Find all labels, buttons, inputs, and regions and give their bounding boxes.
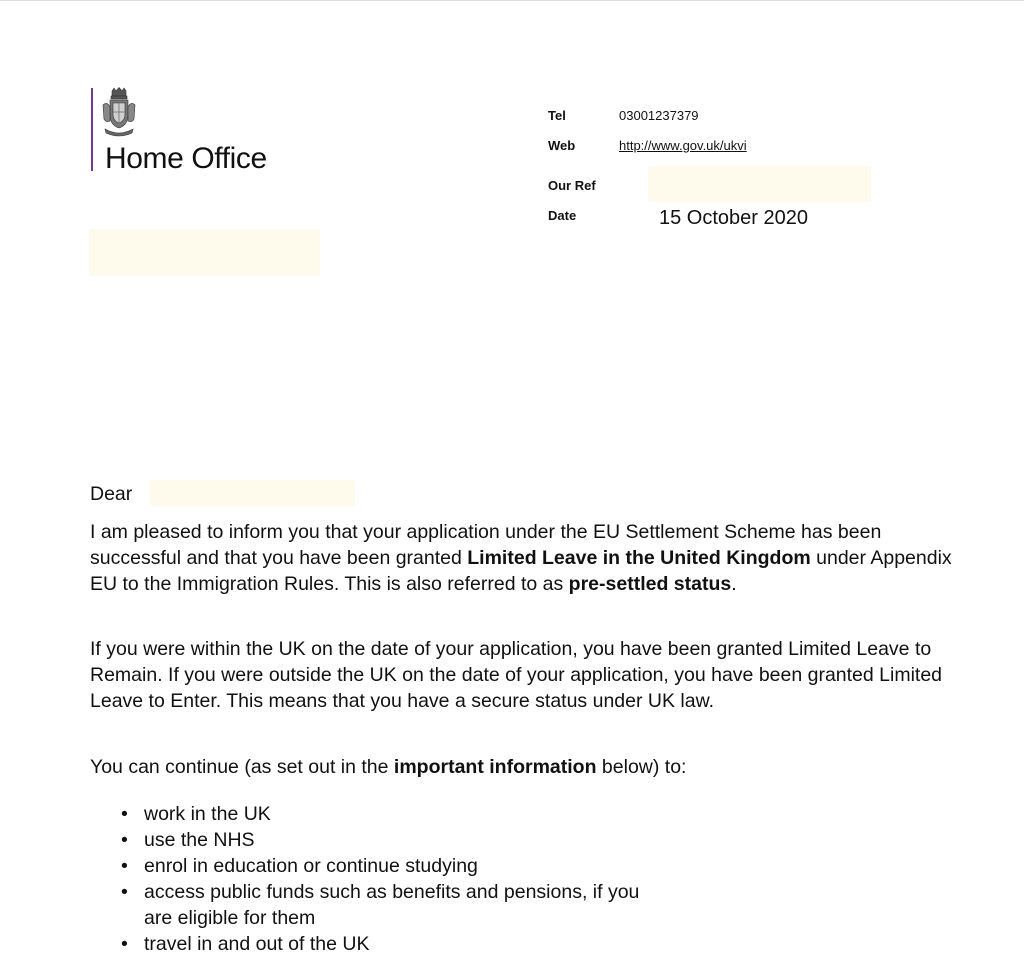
bullet-icon: • (121, 933, 128, 955)
bullet-icon: • (121, 803, 128, 825)
paragraph-grant (90, 519, 970, 597)
organisation-name: Home Office (105, 142, 267, 175)
bullet-icon: • (121, 881, 128, 903)
p3-bold-important: important information (393, 756, 597, 778)
salutation: Dear (90, 483, 133, 505)
list-item: • use the NHS (121, 829, 255, 851)
redacted-reference (648, 166, 871, 202)
p1-text-c: under Appendix EU to the Immigration Rules. This is also referred to as (90, 547, 952, 595)
bullet-icon: • (121, 829, 128, 851)
page-top-border (0, 0, 1024, 1)
p1-text-a: I am pleased to inform you that your application under the EU Settlement Scheme has been successful and that you have been granted (90, 521, 882, 569)
date-value: 15 October 2020 (659, 207, 808, 229)
list-item: • travel in and out of the UK (121, 933, 370, 955)
p1-bold-status: pre-settled status (568, 573, 732, 595)
our-ref-label: Our Ref (548, 178, 596, 193)
p1-bold-leave: Limited Leave in the United Kingdom (467, 547, 811, 569)
paragraph-continue (90, 754, 970, 780)
list-item: • work in the UK (121, 803, 271, 825)
rights-list (121, 801, 664, 957)
brand-accent-bar (91, 88, 93, 171)
paragraph-leave-type: If you were within the UK on the date of your application, you have been granted Limited Leave to Remain. If you were outside the UK on the date of your application, you have been granted Limited Leave to Enter. This means that you have a secure status under UK law. (90, 638, 943, 712)
web-link[interactable]: http://www.gov.uk/ukvi (619, 138, 747, 153)
list-item: • enrol in education or continue studying (121, 855, 478, 877)
list-item: • access public funds such as benefits and pensions, if you are eligible for them (121, 881, 640, 929)
p3-text-c: below) to: (596, 756, 687, 778)
bullet-icon: • (121, 855, 128, 877)
tel-label: Tel (548, 108, 566, 123)
royal-coat-of-arms-icon (101, 87, 137, 137)
p3-text-a: You can continue (as set out in the (90, 756, 394, 778)
tel-value: 03001237379 (619, 108, 699, 123)
web-label: Web (548, 138, 576, 153)
date-label: Date (548, 208, 577, 223)
p1-text-e: . (731, 573, 737, 595)
redacted-address (89, 229, 320, 276)
